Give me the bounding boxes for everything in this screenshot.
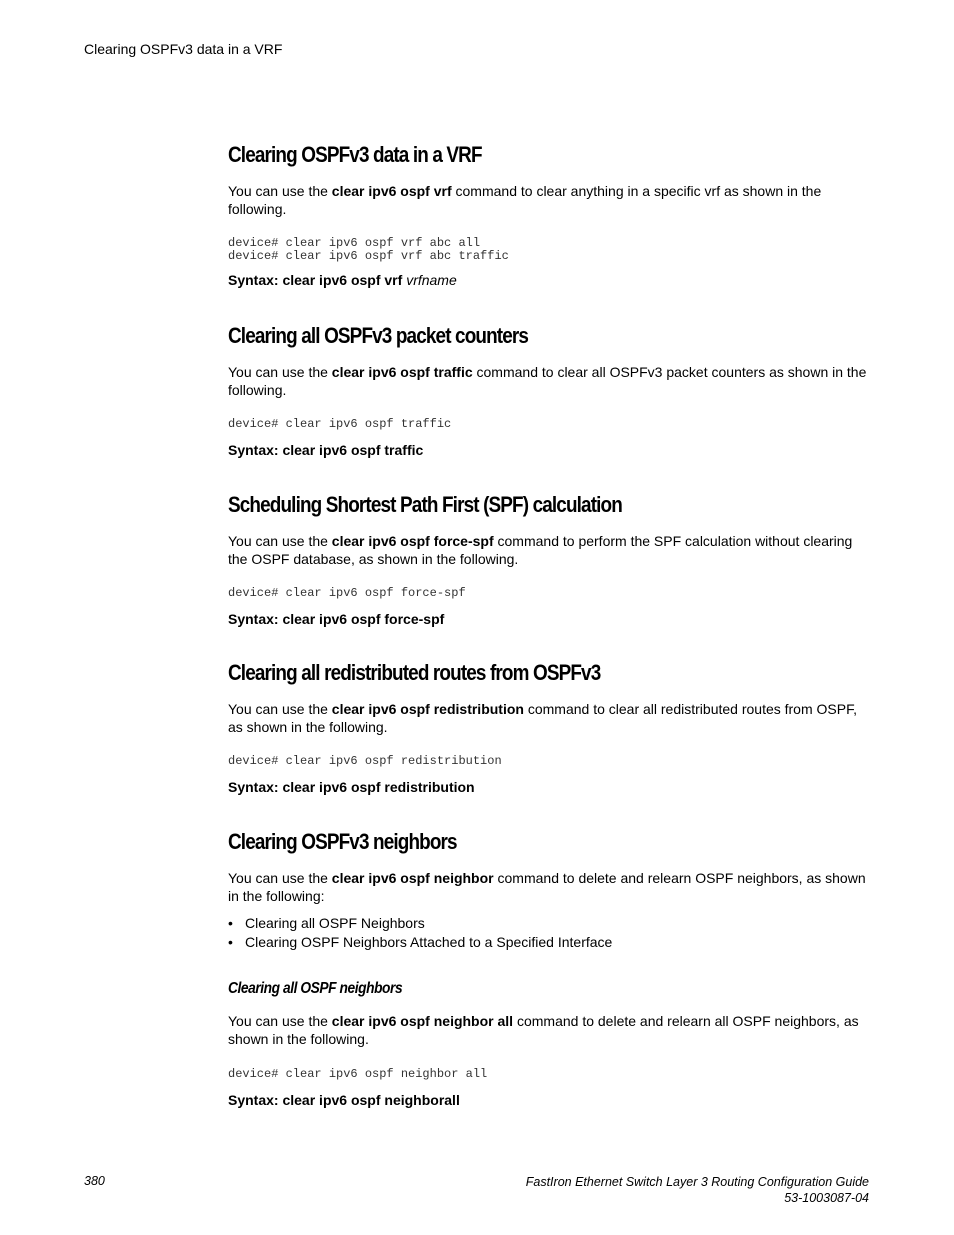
command-name: clear ipv6 ospf vrf [331,183,452,199]
section-redistribution [228,659,868,796]
section-packet-counters [228,322,868,459]
syntax-param: vrfname [406,272,457,288]
section-intro: You can use the clear ipv6 ospf vrf command to clear anything in a specific vrf as shown in the following. [228,183,822,217]
code-block [228,418,868,431]
list-item: • Clearing OSPF Neighbors Attached to a Specified Interface [228,934,613,950]
bullet-list [228,914,868,952]
bullet-icon: • [228,934,233,950]
footer-doc-info [526,1174,869,1206]
subsection-heading: Clearing all OSPF neighbors [228,980,403,997]
doc-number: 53-1003087-04 [784,1191,869,1205]
page-number: 380 [84,1174,105,1188]
section-intro: You can use the clear ipv6 ospf traffic command to clear all OSPFv3 packet counters as shown in the following. [228,364,867,398]
code-line: device# clear ipv6 ospf force-spf [228,586,466,600]
code-block [228,237,868,263]
code-line: device# clear ipv6 ospf vrf abc traffic [228,249,509,263]
code-block [228,755,868,768]
section-intro: You can use the clear ipv6 ospf neighbor command to delete and relearn OSPF neighbors, as shown in the following: [228,870,866,904]
guide-title: FastIron Ethernet Switch Layer 3 Routing Configuration Guide [525,1175,869,1189]
section-intro: You can use the clear ipv6 ospf force-spf command to perform the SPF calculation without clearing the OSPF database, as shown in the following. [228,533,853,567]
section-heading: Clearing all redistributed routes from OSPFv3 [228,660,601,685]
section-intro: You can use the clear ipv6 ospf redistribution command to clear all redistributed routes from OSPF, as shown in the following. [228,701,857,735]
command-name: clear ipv6 ospf force-spf [331,533,494,549]
command-name: clear ipv6 ospf redistribution [331,701,524,717]
section-heading: Clearing OSPFv3 neighbors [228,829,457,854]
running-header: Clearing OSPFv3 data in a VRF [84,41,283,57]
section-spf [228,491,868,628]
bullet-icon: • [228,915,233,931]
subsection-clearing-all-neighbors [228,978,868,1109]
section-heading: Clearing all OSPFv3 packet counters [228,323,529,348]
code-block [228,1068,868,1081]
code-line: device# clear ipv6 ospf traffic [228,417,452,431]
syntax-line: Syntax: clear ipv6 ospf force-spf [228,611,445,627]
syntax-line: Syntax: clear ipv6 ospf vrf vrfname [228,272,457,288]
list-item: • Clearing all OSPF Neighbors [228,915,425,931]
section-heading: Scheduling Shortest Path First (SPF) calculation [228,492,622,517]
syntax-line: Syntax: clear ipv6 ospf neighborall [228,1092,460,1108]
section-heading: Clearing OSPFv3 data in a VRF [228,142,482,167]
section-neighbors [228,828,868,952]
command-name: clear ipv6 ospf neighbor [331,870,494,886]
code-line: device# clear ipv6 ospf redistribution [228,754,502,768]
code-line: device# clear ipv6 ospf neighbor all [228,1067,488,1081]
syntax-line: Syntax: clear ipv6 ospf redistribution [228,779,475,795]
code-block [228,587,868,600]
section-intro: You can use the clear ipv6 ospf neighbor all command to delete and relearn all OSPF neighbors, as shown in the following. [228,1013,859,1047]
command-name: clear ipv6 ospf traffic [331,364,473,380]
section-clearing-vrf [228,141,868,289]
command-name: clear ipv6 ospf neighbor all [331,1013,514,1029]
code-line: device# clear ipv6 ospf vrf abc all [228,236,481,250]
syntax-line: Syntax: clear ipv6 ospf traffic [228,442,424,458]
